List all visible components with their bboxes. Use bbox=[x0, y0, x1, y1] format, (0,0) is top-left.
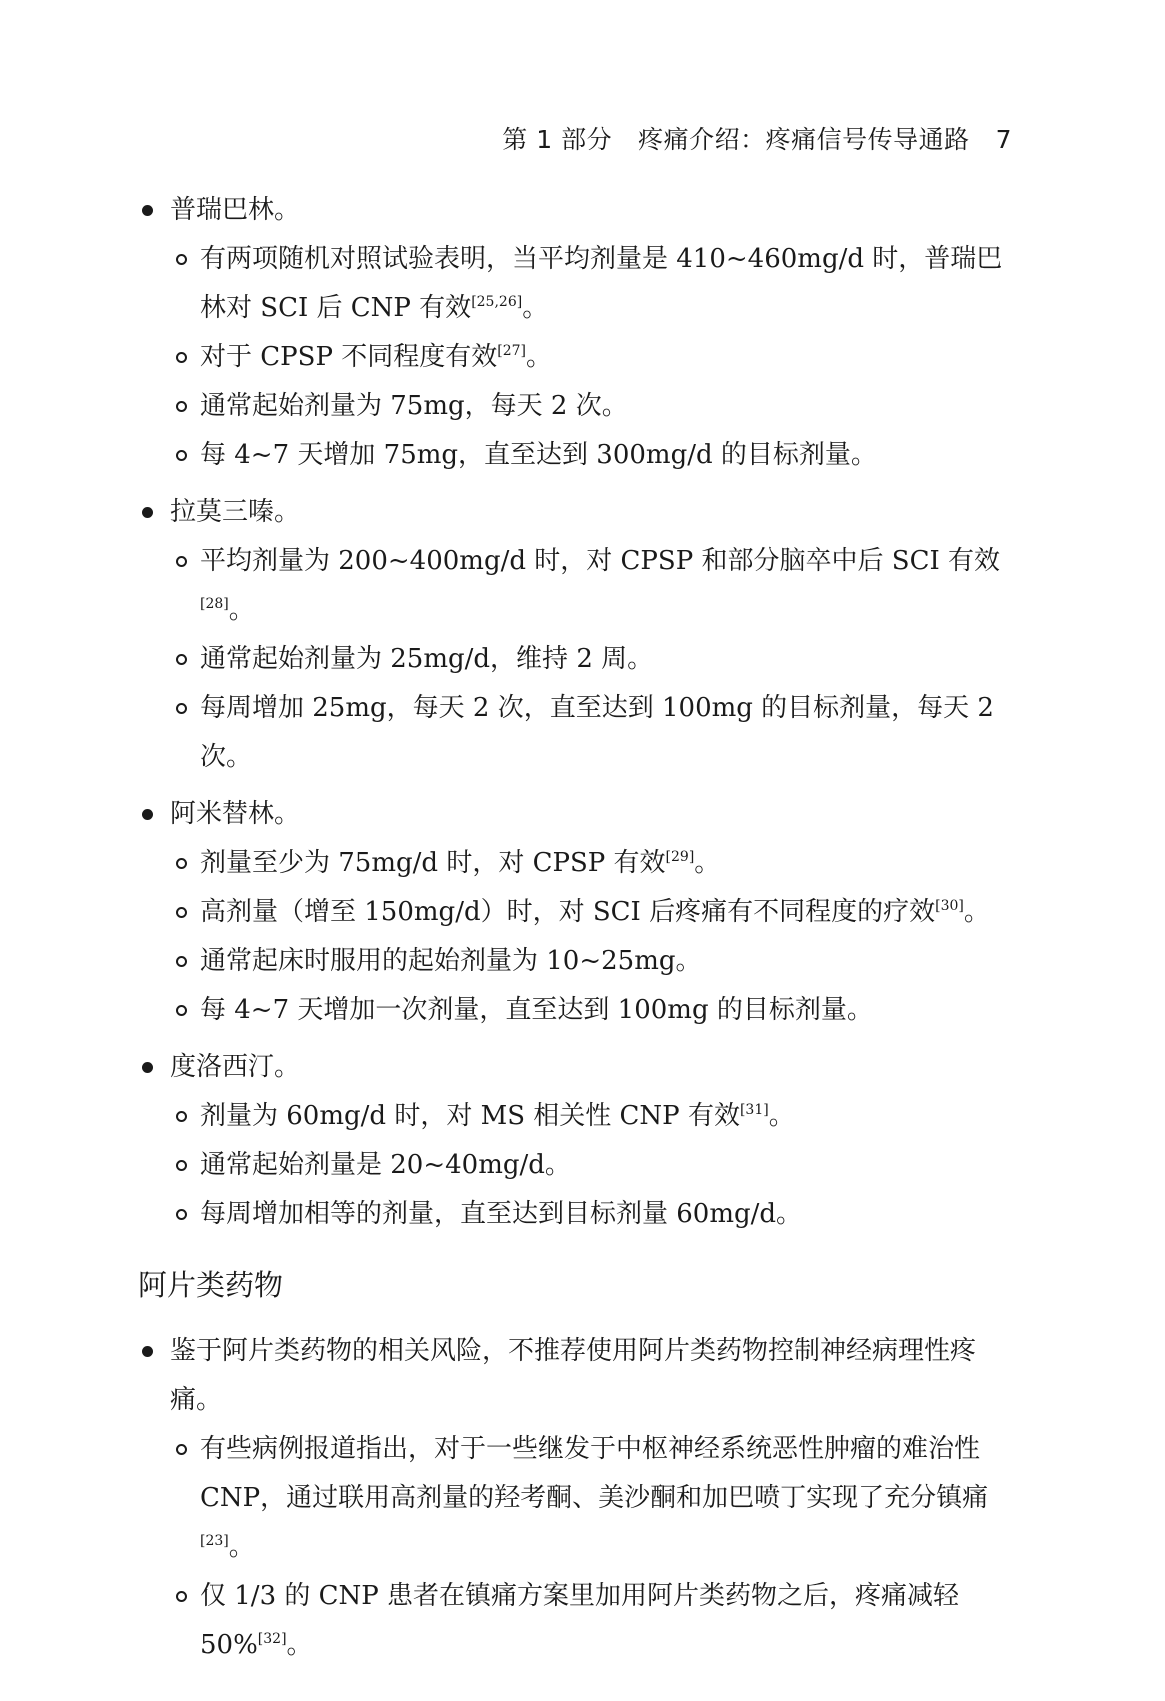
point-text: 每周增加相等的剂量，直至达到目标剂量 60mg/d。 bbox=[200, 1199, 803, 1229]
circle-bullet-icon bbox=[176, 450, 187, 461]
bullet-dot-icon bbox=[142, 809, 153, 820]
point-text: 仅 1/3 的 CNP 患者在镇痛方案里加用阿片类药物之后，疼痛减轻 50% bbox=[200, 1581, 960, 1660]
running-header bbox=[0, 120, 1012, 156]
circle-bullet-icon bbox=[176, 1111, 187, 1122]
header-part: 第 1 部分 bbox=[502, 125, 613, 154]
page-body bbox=[140, 186, 1020, 1678]
circle-bullet-icon bbox=[176, 556, 187, 567]
drug-name: 度洛西汀。 bbox=[170, 1052, 301, 1082]
drug-block bbox=[140, 488, 1020, 782]
circle-bullet-icon bbox=[176, 254, 187, 265]
bullet-item bbox=[140, 1043, 1020, 1092]
citation: [31] bbox=[739, 1102, 769, 1118]
citation: [27] bbox=[497, 343, 526, 359]
drug-name: 阿米替林。 bbox=[170, 799, 301, 829]
point-tail: 。 bbox=[768, 1101, 795, 1131]
circle-bullet-icon bbox=[176, 654, 187, 665]
point-text: 每 4~7 天增加一次剂量，直至达到 100mg 的目标剂量。 bbox=[200, 995, 873, 1025]
point-tail: 。 bbox=[963, 897, 990, 927]
point-tail: 。 bbox=[228, 595, 255, 625]
drug-name: 普瑞巴林。 bbox=[170, 195, 301, 225]
point-text: 有两项随机对照试验表明，当平均剂量是 410~460mg/d 时，普瑞巴林对 SCI 后 CNP 有效 bbox=[200, 244, 1003, 323]
point-text: 高剂量（增至 150mg/d）时，对 SCI 后疼痛有不同程度的疗效 bbox=[200, 897, 936, 927]
citation: [32] bbox=[257, 1631, 287, 1647]
citation: [28] bbox=[200, 596, 229, 612]
citation: [30] bbox=[935, 898, 964, 914]
point-text: 平均剂量为 200~400mg/d 时，对 CPSP 和部分脑卒中后 SCI 有效 bbox=[200, 546, 1000, 576]
circle-bullet-icon bbox=[176, 703, 187, 714]
citation: [29] bbox=[665, 849, 695, 865]
page-number: 7 bbox=[995, 125, 1012, 154]
bullet-dot-icon bbox=[142, 205, 153, 216]
circle-bullet-icon bbox=[176, 956, 187, 967]
sub-bullet-item bbox=[140, 235, 1020, 333]
point-text: 通常起床时服用的起始剂量为 10~25mg。 bbox=[200, 946, 702, 976]
bullet-dot-icon bbox=[142, 1346, 153, 1357]
circle-bullet-icon bbox=[176, 1444, 187, 1455]
point-text: 每 4~7 天增加 75mg，直至达到 300mg/d 的目标剂量。 bbox=[200, 440, 877, 470]
point-text: 剂量为 60mg/d 时，对 MS 相关性 CNP 有效 bbox=[200, 1101, 740, 1131]
sub-bullet-item bbox=[140, 635, 1020, 684]
sub-bullet-item bbox=[140, 839, 1020, 888]
sub-bullet-item bbox=[140, 1190, 1020, 1239]
circle-bullet-icon bbox=[176, 1209, 187, 1220]
citation: [23] bbox=[200, 1533, 229, 1549]
main-point-text: 鉴于阿片类药物的相关风险，不推荐使用阿片类药物控制神经病理性疼痛。 bbox=[170, 1336, 977, 1415]
circle-bullet-icon bbox=[176, 401, 187, 412]
point-tail: 。 bbox=[228, 1532, 255, 1562]
point-tail: 。 bbox=[525, 342, 552, 372]
point-tail: 。 bbox=[286, 1630, 313, 1660]
circle-bullet-icon bbox=[176, 352, 187, 363]
point-text: 有些病例报道指出，对于一些继发于中枢神经系统恶性肿瘤的难治性 CNP，通过联用高剂量的羟考酮、美沙酮和加巴喷丁实现了充分镇痛 bbox=[200, 1434, 989, 1513]
bullet-dot-icon bbox=[142, 1062, 153, 1073]
bullet-dot-icon bbox=[142, 507, 153, 518]
drug-block bbox=[140, 790, 1020, 1035]
sub-bullet-item bbox=[140, 1425, 1020, 1572]
sub-bullet-item bbox=[140, 986, 1020, 1035]
point-text: 通常起始剂量是 20~40mg/d。 bbox=[200, 1150, 571, 1180]
point-text: 每周增加 25mg，每天 2 次，直至达到 100mg 的目标剂量，每天 2 次。 bbox=[200, 693, 994, 772]
sub-bullet-item bbox=[140, 684, 1020, 782]
sub-bullet-item bbox=[140, 382, 1020, 431]
point-tail: 。 bbox=[694, 848, 721, 878]
point-text: 通常起始剂量为 25mg/d，维持 2 周。 bbox=[200, 644, 654, 674]
sub-bullet-item bbox=[140, 1572, 1020, 1670]
circle-bullet-icon bbox=[176, 1160, 187, 1171]
sub-bullet-item bbox=[140, 888, 1020, 937]
drug-name: 拉莫三嗪。 bbox=[170, 497, 301, 527]
sub-bullet-item bbox=[140, 937, 1020, 986]
sub-bullet-item bbox=[140, 333, 1020, 382]
bullet-item bbox=[140, 488, 1020, 537]
bullet-item bbox=[140, 1327, 1020, 1425]
sub-bullet-item bbox=[140, 1141, 1020, 1190]
point-tail: 。 bbox=[522, 293, 549, 323]
circle-bullet-icon bbox=[176, 1591, 187, 1602]
drug-block bbox=[140, 1043, 1020, 1239]
header-title: 疼痛介绍：疼痛信号传导通路 bbox=[638, 125, 970, 154]
drug-block bbox=[140, 186, 1020, 480]
circle-bullet-icon bbox=[176, 907, 187, 918]
citation: [25,26] bbox=[471, 294, 523, 310]
bullet-item bbox=[140, 186, 1020, 235]
point-text: 剂量至少为 75mg/d 时，对 CPSP 有效 bbox=[200, 848, 666, 878]
bullet-item bbox=[140, 790, 1020, 839]
circle-bullet-icon bbox=[176, 858, 187, 869]
sub-bullet-item bbox=[140, 1092, 1020, 1141]
circle-bullet-icon bbox=[176, 1005, 187, 1016]
point-text: 通常起始剂量为 75mg，每天 2 次。 bbox=[200, 391, 628, 421]
point-text: 对于 CPSP 不同程度有效 bbox=[200, 342, 498, 372]
sub-bullet-item bbox=[140, 431, 1020, 480]
opioid-block bbox=[140, 1327, 1020, 1670]
sub-bullet-item bbox=[140, 537, 1020, 635]
section-heading: 阿片类药物 bbox=[138, 1268, 284, 1302]
